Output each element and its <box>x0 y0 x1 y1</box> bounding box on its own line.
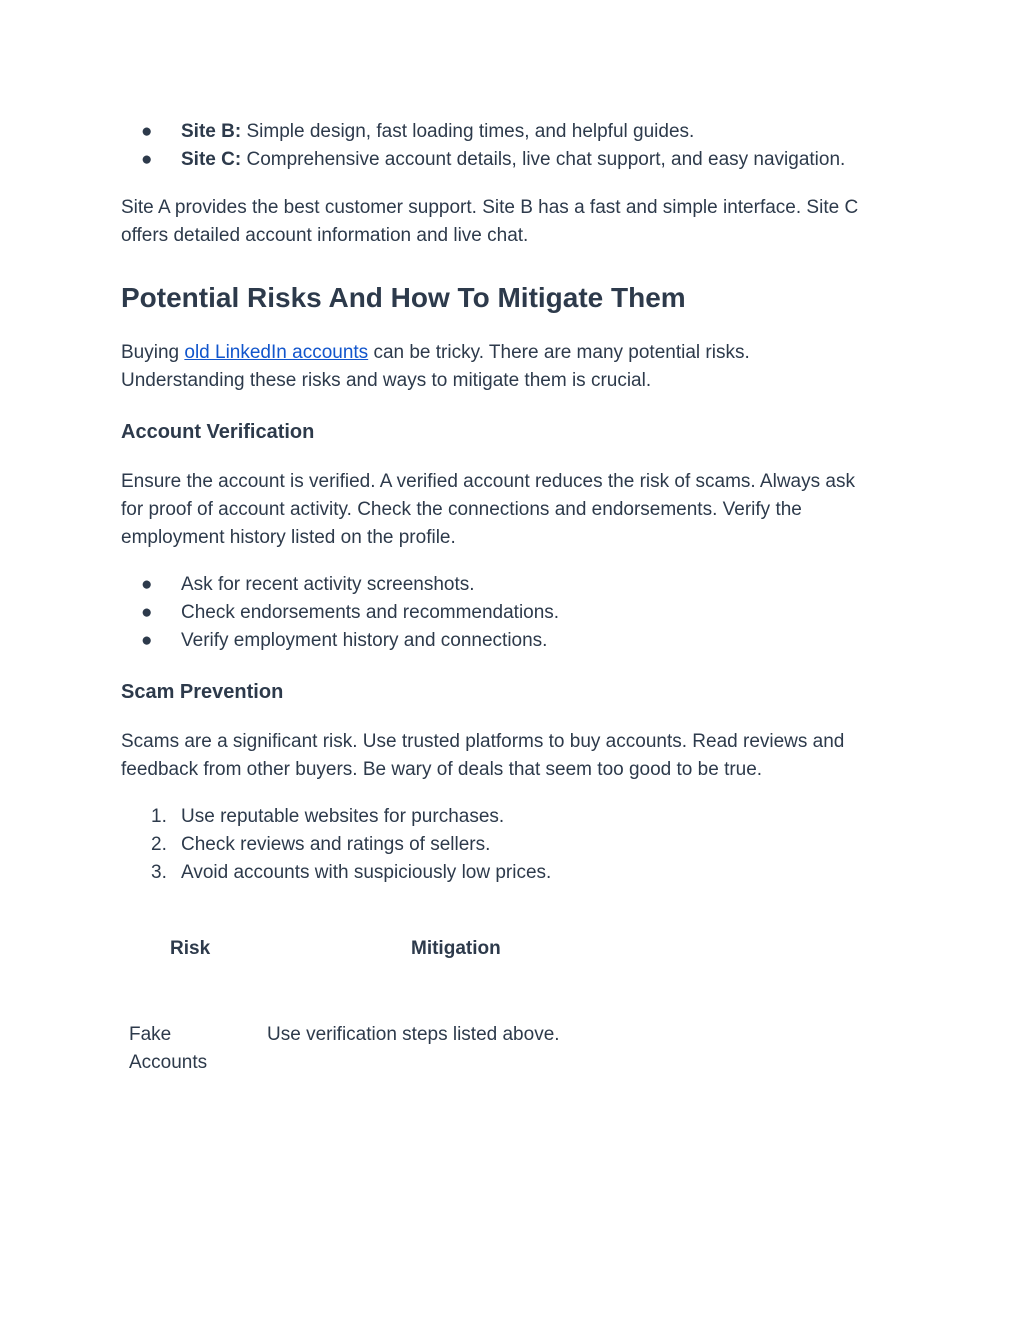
list-number: 2. <box>151 834 167 855</box>
table-header-mitigation: Mitigation <box>411 938 501 959</box>
subsection-heading: Scam Prevention <box>121 681 284 703</box>
table-cell-mitigation: Use verification steps listed above. <box>267 1024 560 1045</box>
paragraph-line: for proof of account activity. Check the connections and endorsements. Verify the <box>121 499 802 520</box>
scam-paragraph <box>121 728 911 784</box>
list-item <box>141 599 911 627</box>
site-label: Site C: <box>181 149 242 170</box>
summary-paragraph <box>121 194 911 250</box>
table-cell-risk <box>129 1021 249 1077</box>
list-item-text: Ask for recent activity screenshots. <box>181 574 475 595</box>
paragraph-line: Ensure the account is verified. A verified account reduces the risk of scams. Always ask <box>121 471 855 492</box>
list-item-text: Check reviews and ratings of sellers. <box>181 834 491 855</box>
paragraph-line: Scams are a significant risk. Use trusted platforms to buy accounts. Read reviews and <box>121 731 845 752</box>
list-number: 1. <box>151 806 167 827</box>
site-description: Simple design, fast loading times, and helpful guides. <box>241 121 695 142</box>
list-item <box>141 571 911 599</box>
site-description: Comprehensive account details, live chat support, and easy navigation. <box>241 149 846 170</box>
section-heading: Potential Risks And How To Mitigate Them <box>121 282 686 313</box>
list-item-text: Verify employment history and connections. <box>181 630 548 651</box>
list-number: 3. <box>151 862 167 883</box>
list-item <box>151 803 911 831</box>
risks-intro-paragraph <box>121 339 911 395</box>
list-item <box>141 146 911 174</box>
list-item <box>141 118 911 146</box>
bullet-icon: ● <box>141 149 153 170</box>
text: Buying <box>121 342 185 363</box>
site-label: Site B: <box>181 121 242 142</box>
list-item <box>151 831 911 859</box>
list-item <box>151 859 911 887</box>
paragraph-line: employment history listed on the profile. <box>121 527 456 548</box>
subsection-heading: Account Verification <box>121 421 315 443</box>
bullet-icon: ● <box>141 630 153 651</box>
linkedin-accounts-link[interactable]: old LinkedIn accounts <box>184 342 369 363</box>
list-item <box>141 627 911 655</box>
bullet-icon: ● <box>141 574 153 595</box>
paragraph-line: feedback from other buyers. Be wary of deals that seem too good to be true. <box>121 759 763 780</box>
table-header-risk: Risk <box>170 938 211 959</box>
cell-line: Accounts <box>129 1052 208 1073</box>
list-item-text: Use reputable websites for purchases. <box>181 806 505 827</box>
paragraph-line <box>121 339 911 367</box>
paragraph-line: Site A provides the best customer support. Site B has a fast and simple interface. Site C <box>121 197 859 218</box>
bullet-icon: ● <box>141 121 153 142</box>
text: can be tricky. There are many potential risks. <box>368 342 750 363</box>
cell-line: Fake <box>129 1024 172 1045</box>
paragraph-line: offers detailed account information and live chat. <box>121 225 529 246</box>
verification-paragraph <box>121 468 911 552</box>
paragraph-line: Understanding these risks and ways to mitigate them is crucial. <box>121 370 652 391</box>
list-item-text: Avoid accounts with suspiciously low prices. <box>181 862 552 883</box>
risk-mitigation-table <box>121 920 911 1090</box>
bullet-icon: ● <box>141 602 153 623</box>
list-item-text: Check endorsements and recommendations. <box>181 602 560 623</box>
